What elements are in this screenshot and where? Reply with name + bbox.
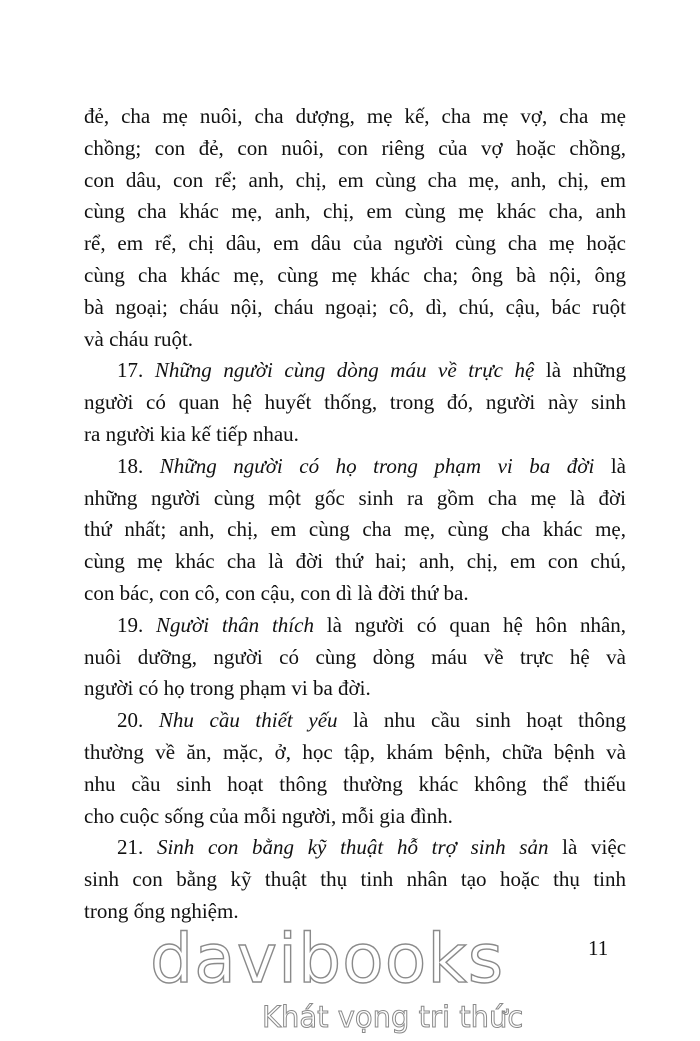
paragraph-first-line [117, 832, 626, 863]
text-line [84, 483, 626, 514]
text-run: 19. [117, 612, 157, 637]
text-line [84, 673, 626, 704]
defined-term: Những người có họ trong phạm vi ba đời [159, 453, 595, 478]
text-run: cùng cha khác mẹ, anh, chị, em cùng mẹ khác cha, anh [84, 199, 626, 224]
text-run: cùng cha khác mẹ, cùng mẹ khác cha; ông bà nội, ông [84, 263, 626, 287]
text-run: là việc [548, 835, 627, 860]
text-run: chồng; con đẻ, con nuôi, con riêng của vợ hoặc chồng, [84, 135, 626, 160]
text-line [84, 769, 626, 800]
text-line [84, 419, 626, 450]
text-run: con bác, con cô, con cậu, con dì là đời thứ ba. [84, 581, 469, 605]
paragraph-first-line [117, 451, 626, 482]
defined-term: Nhu cầu thiết yếu [158, 708, 338, 733]
text-run: con dâu, con rể; anh, chị, em cùng cha mẹ, anh, chị, em [84, 167, 626, 192]
text-run: bà ngoại; cháu nội, cháu ngoại; cô, dì, chú, cậu, bác ruột [84, 294, 626, 319]
text-line [84, 514, 626, 545]
text-line [84, 801, 626, 832]
paragraph-first-line [117, 705, 626, 736]
text-run: rể, em rể, chị dâu, em dâu của người cùng cha mẹ hoặc [84, 231, 626, 256]
text-run: là những [534, 358, 627, 383]
text-run: 20. [117, 708, 159, 733]
text-run: là nhu cầu sinh hoạt thông [337, 708, 627, 733]
text-line [84, 260, 626, 291]
text-run: 21. [117, 835, 157, 860]
defined-term: Những người cùng dòng máu về trực hệ [154, 358, 535, 383]
text-run: người có quan hệ huyết thống, trong đó, người này sinh [84, 390, 626, 415]
text-line [84, 387, 626, 418]
text-run: đẻ, cha mẹ nuôi, cha dượng, mẹ kế, cha mẹ vợ, cha mẹ [84, 104, 626, 128]
text-run: những người cùng một gốc sinh ra gồm cha mẹ là đời [84, 485, 626, 510]
text-run: và cháu ruột. [84, 326, 194, 351]
text-run: nuôi dưỡng, người có cùng dòng máu về trực hệ và [84, 644, 626, 669]
text-line [84, 196, 626, 227]
text-run: cùng mẹ khác cha là đời thứ hai; anh, chị, em con chú, [84, 549, 626, 574]
text-run: ra người kia kế tiếp nhau. [84, 422, 299, 446]
text-run: cho cuộc sống của mỗi người, mỗi gia đình. [84, 803, 453, 828]
text-run: là [594, 453, 627, 478]
watermark-slogan: Khát vọng tri thức [262, 1000, 524, 1034]
text-run: sinh con bằng kỹ thuật thụ tinh nhân tạo hoặc thụ tinh [84, 867, 626, 892]
text-run: thường về ăn, mặc, ở, học tập, khám bệnh, chữa bệnh và [84, 740, 626, 764]
watermark-brand: davibooks [150, 920, 505, 999]
text-line [84, 292, 626, 323]
watermark [0, 900, 700, 1041]
text-line [84, 578, 626, 609]
paragraph-first-line [117, 355, 626, 386]
text-run: là người có quan hệ hôn nhân, [313, 612, 627, 637]
text-line [84, 642, 626, 673]
defined-term: Người thân thích [156, 612, 314, 637]
page-number: 11 [588, 936, 609, 960]
text-line [84, 864, 626, 895]
text-run: nhu cầu sinh hoạt thông thường khác không thể thiếu [84, 771, 626, 796]
text-run: người có họ trong phạm vi ba đời. [84, 676, 371, 701]
text-run: thứ nhất; anh, chị, em cùng cha mẹ, cùng cha khác mẹ, [84, 517, 626, 542]
text-run: trong ống nghiệm. [84, 899, 239, 923]
text-line [84, 228, 626, 259]
text-line [84, 165, 626, 196]
text-line [84, 101, 626, 132]
text-line [84, 133, 626, 164]
text-line [84, 546, 626, 577]
text-run: 18. [117, 453, 160, 478]
text-line [84, 737, 626, 768]
text-run: 17. [117, 358, 155, 383]
text-line [84, 324, 626, 355]
paragraph-first-line [117, 610, 626, 641]
defined-term: Sinh con bằng kỹ thuật hỗ trợ sinh sản [156, 835, 549, 860]
